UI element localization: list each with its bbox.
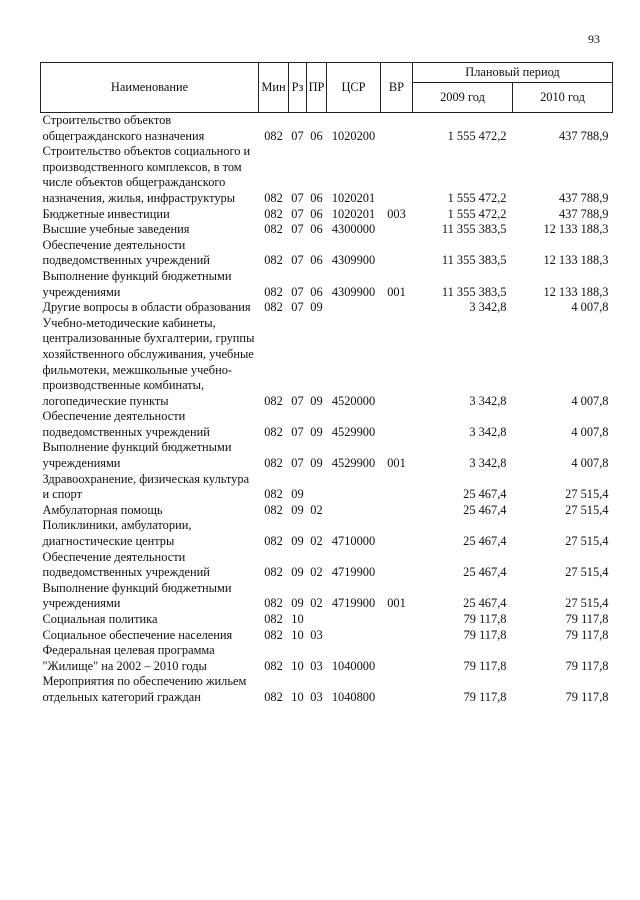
row-min: 082 [264, 128, 283, 143]
row-vr [381, 409, 413, 440]
row-csr: 1040800 [331, 689, 376, 704]
row-rz: 07 [291, 424, 304, 439]
row-value-2009: 3 342,8 [469, 300, 507, 315]
header-rz: Рз [289, 63, 307, 113]
row-min: 082 [264, 612, 283, 626]
row-csr: 4719900 [331, 565, 376, 580]
row-vr [381, 222, 413, 238]
row-rz: 07 [291, 128, 304, 143]
row-min: 082 [264, 190, 283, 205]
table-row [41, 440, 613, 471]
row-value-2010: 4 007,8 [571, 393, 609, 408]
row-min: 082 [264, 253, 283, 268]
budget-table [40, 62, 613, 706]
row-min: 082 [264, 689, 283, 704]
row-value-2009: 3 342,8 [469, 424, 507, 439]
row-pr [307, 612, 327, 628]
row-csr: 4529900 [331, 456, 376, 471]
row-csr [327, 503, 381, 519]
row-value-2009: 11 355 383,5 [441, 253, 507, 268]
row-rz: 07 [291, 393, 304, 408]
row-csr: 4520000 [331, 393, 376, 408]
header-plan-period: Плановый период [413, 63, 613, 83]
row-min: 082 [264, 565, 283, 580]
row-pr: 06 [310, 128, 323, 143]
row-csr: 4710000 [331, 534, 376, 549]
table-row [41, 207, 613, 223]
row-pr: 02 [310, 502, 323, 517]
row-value-2009: 79 117,8 [463, 658, 507, 673]
row-value-2010: 27 515,4 [565, 596, 609, 611]
row-pr: 02 [310, 596, 323, 611]
table-row [41, 472, 613, 503]
row-pr: 09 [310, 424, 323, 439]
row-value-2010: 12 133 188,3 [543, 222, 609, 237]
row-rz: 07 [291, 284, 304, 299]
row-min: 082 [264, 502, 283, 517]
row-csr: 4309900 [331, 253, 376, 268]
row-value-2010: 79 117,8 [565, 658, 609, 673]
row-min: 082 [264, 284, 283, 299]
row-vr [381, 472, 413, 503]
row-vr: 001 [387, 456, 406, 471]
header-year-2009: 2009 год [413, 83, 513, 113]
row-value-2010: 437 788,9 [558, 190, 609, 205]
row-value-2010: 27 515,4 [565, 502, 609, 517]
row-vr [381, 113, 413, 145]
row-value-2010: 79 117,8 [565, 612, 609, 626]
row-rz: 07 [291, 456, 304, 471]
row-vr [381, 643, 413, 674]
row-vr [381, 144, 413, 206]
row-pr [307, 472, 327, 503]
row-rz: 07 [291, 190, 304, 205]
row-value-2010: 27 515,4 [565, 565, 609, 580]
row-csr [327, 472, 381, 503]
row-vr [381, 518, 413, 549]
table-row [41, 113, 613, 145]
row-pr: 06 [310, 190, 323, 205]
row-name: Выполнение функций бюджетными учреждениями [42, 580, 232, 611]
row-min: 082 [264, 596, 283, 611]
row-value-2010: 79 117,8 [565, 689, 609, 704]
row-value-2009: 79 117,8 [463, 627, 507, 642]
row-name: Бюджетные инвестиции [42, 206, 170, 221]
table-row [41, 581, 613, 612]
row-value-2010: 4 007,8 [571, 300, 609, 315]
row-name: Амбулаторная помощь [42, 502, 163, 517]
row-pr: 03 [310, 627, 323, 642]
row-rz: 09 [291, 534, 304, 549]
row-min: 082 [264, 456, 283, 471]
row-value-2009: 79 117,8 [463, 612, 507, 626]
row-vr [381, 628, 413, 644]
table-row [41, 628, 613, 644]
row-name: Федеральная целевая программа "Жилище" на 2002 – 2010 годы [42, 643, 215, 673]
row-rz: 10 [291, 658, 304, 673]
row-vr [381, 300, 413, 316]
row-min: 082 [264, 424, 283, 439]
row-value-2009: 79 117,8 [463, 689, 507, 704]
row-value-2009: 3 342,8 [469, 456, 507, 471]
table-row [41, 503, 613, 519]
table-row [41, 643, 613, 674]
row-vr [381, 238, 413, 269]
row-value-2009: 25 467,4 [463, 565, 507, 580]
row-rz: 07 [291, 253, 304, 268]
row-csr: 1020200 [331, 128, 376, 143]
row-min: 082 [264, 534, 283, 549]
row-vr: 001 [387, 596, 406, 611]
table-row [41, 144, 613, 206]
row-min: 082 [264, 300, 283, 315]
row-name: Учебно-методические кабинеты, централизованные бухгалтерии, группы хозяйственного обслуживания, учебные фильмотеки, межшкольные учебно-производственные комбинаты, логопедические пункты [42, 315, 255, 408]
table-row [41, 222, 613, 238]
row-csr: 1020201 [331, 206, 376, 221]
row-rz: 10 [291, 612, 304, 626]
row-csr [327, 300, 381, 316]
row-min: 082 [264, 206, 283, 221]
row-value-2010: 27 515,4 [565, 534, 609, 549]
row-rz: 07 [291, 222, 304, 237]
table-row [41, 674, 613, 705]
row-pr: 02 [310, 565, 323, 580]
row-value-2009: 1 555 472,2 [447, 190, 507, 205]
header-name: Наименование [41, 63, 259, 113]
row-name: Другие вопросы в области образования [42, 300, 251, 315]
header-csr: ЦСР [327, 63, 381, 113]
row-min: 082 [264, 627, 283, 642]
header-pr: ПР [307, 63, 327, 113]
row-min: 082 [264, 658, 283, 673]
header-vr: ВР [381, 63, 413, 113]
row-name: Обеспечение деятельности подведомственных учреждений [42, 237, 210, 268]
row-csr: 4719900 [331, 596, 376, 611]
row-value-2009: 25 467,4 [463, 534, 507, 549]
row-pr: 09 [310, 300, 323, 315]
header-min: Мин [259, 63, 289, 113]
row-value-2010: 437 788,9 [558, 128, 609, 143]
row-csr [327, 612, 381, 628]
table-row [41, 238, 613, 269]
table-body [41, 113, 613, 706]
row-vr [381, 674, 413, 705]
row-name: Здравоохранение, физическая культура и спорт [42, 471, 250, 502]
row-name: Обеспечение деятельности подведомственных учреждений [42, 409, 210, 439]
row-rz: 09 [291, 565, 304, 580]
row-pr: 06 [310, 206, 323, 221]
row-min: 082 [264, 487, 283, 502]
row-vr: 001 [387, 284, 406, 299]
row-value-2009: 25 467,4 [463, 502, 507, 517]
row-rz: 07 [291, 300, 304, 315]
row-name: Выполнение функций бюджетными учреждениями [42, 440, 232, 471]
row-pr: 06 [310, 253, 323, 268]
row-rz: 09 [291, 596, 304, 611]
row-vr [381, 316, 413, 410]
row-name: Высшие учебные заведения [42, 222, 190, 237]
row-name: Выполнение функций бюджетными учреждениями [42, 268, 232, 299]
row-vr [381, 550, 413, 581]
row-value-2009: 1 555 472,2 [447, 206, 507, 221]
row-value-2009: 25 467,4 [463, 487, 507, 502]
row-value-2010: 12 133 188,3 [543, 284, 609, 299]
table-row [41, 269, 613, 300]
row-name: Строительство объектов общегражданского назначения [42, 113, 205, 143]
row-pr: 06 [310, 284, 323, 299]
table-row [41, 612, 613, 628]
table-row [41, 316, 613, 410]
row-value-2009: 25 467,4 [463, 596, 507, 611]
row-name: Социальная политика [42, 612, 158, 626]
row-csr: 4300000 [331, 222, 376, 237]
row-min: 082 [264, 222, 283, 237]
row-csr: 4309900 [331, 284, 376, 299]
row-value-2010: 27 515,4 [565, 487, 609, 502]
row-vr [381, 612, 413, 628]
row-csr [327, 628, 381, 644]
row-csr: 4529900 [331, 424, 376, 439]
row-name: Обеспечение деятельности подведомственных учреждений [42, 549, 210, 580]
row-name: Строительство объектов социального и производственного комплексов, в том числе объектов общегражданского назначения, жилья, инфраструктуры [42, 144, 251, 205]
row-min: 082 [264, 393, 283, 408]
row-value-2010: 437 788,9 [558, 206, 609, 221]
row-pr: 09 [310, 456, 323, 471]
row-name: Социальное обеспечение населения [42, 627, 233, 642]
table-header [41, 63, 613, 113]
row-value-2010: 79 117,8 [565, 627, 609, 642]
row-value-2010: 4 007,8 [571, 424, 609, 439]
row-name: Мероприятия по обеспечению жильем отдельных категорий граждан [42, 674, 247, 704]
row-rz: 09 [291, 487, 304, 502]
row-pr: 06 [310, 222, 323, 237]
row-value-2010: 4 007,8 [571, 456, 609, 471]
row-pr: 03 [310, 689, 323, 704]
row-rz: 07 [291, 206, 304, 221]
row-rz: 10 [291, 627, 304, 642]
table-row [41, 518, 613, 549]
table-row [41, 300, 613, 316]
row-pr: 03 [310, 658, 323, 673]
row-value-2009: 11 355 383,5 [441, 222, 507, 237]
row-name: Поликлиники, амбулатории, диагностические центры [42, 518, 192, 549]
row-vr: 003 [387, 206, 406, 221]
table-row [41, 550, 613, 581]
row-rz: 09 [291, 502, 304, 517]
row-vr [381, 503, 413, 519]
row-value-2009: 11 355 383,5 [441, 284, 507, 299]
table-row [41, 409, 613, 440]
row-value-2009: 1 555 472,2 [447, 128, 507, 143]
row-rz: 10 [291, 689, 304, 704]
page-number: 93 [588, 32, 600, 46]
row-pr: 09 [310, 393, 323, 408]
row-csr: 1040000 [331, 658, 376, 673]
row-pr: 02 [310, 534, 323, 549]
row-csr: 1020201 [331, 190, 376, 205]
row-value-2009: 3 342,8 [469, 393, 507, 408]
row-value-2010: 12 133 188,3 [543, 253, 609, 268]
header-year-2010: 2010 год [513, 83, 613, 113]
